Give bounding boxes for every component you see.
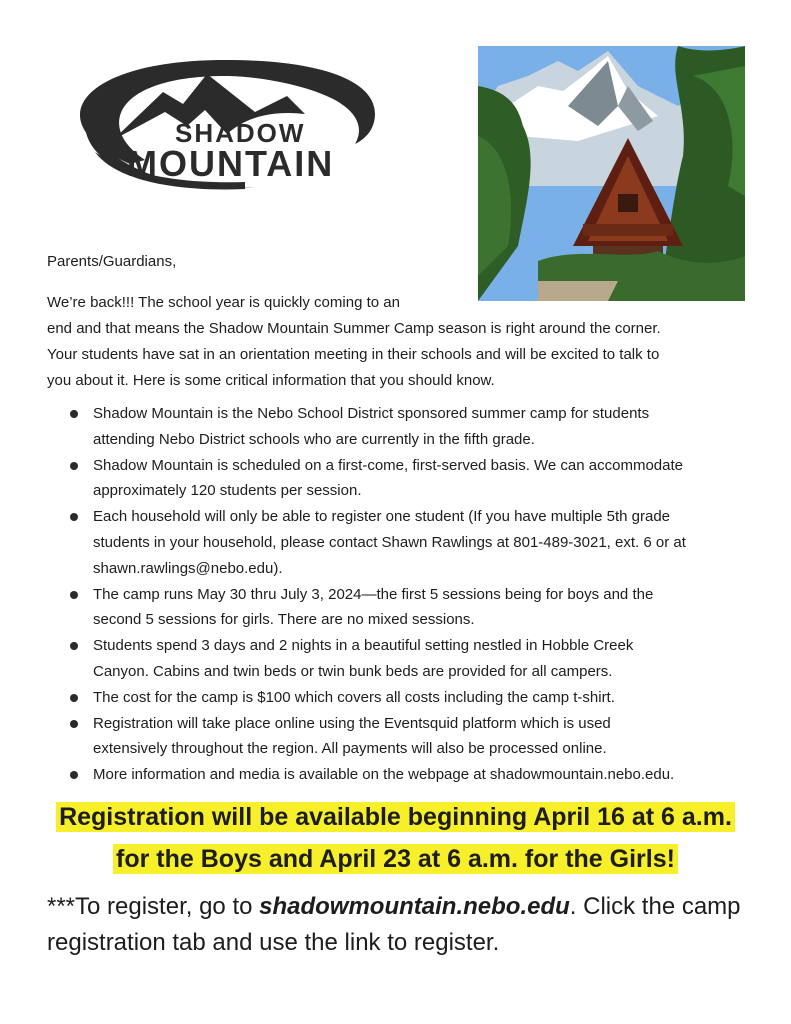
intro-line: end and that means the Shadow Mountain Summer Camp season is right around the corner. [47,320,661,337]
bullet-item: Shadow Mountain is scheduled on a first-come, first-served basis. We can accommodate approximately 120 students per session. [68,453,758,505]
logo-line1: SHADOW [175,118,306,148]
intro-first-line: We’re back!!! The school year is quickly coming to an [47,294,400,311]
intro-paragraph [47,316,762,394]
bullet-item: More information and media is available on the webpage at shadowmountain.nebo.edu. [68,762,758,788]
intro-line: Your students have sat in an orientation meeting in their schools and will be excited to talk to [47,346,660,363]
bullet-item: Shadow Mountain is the Nebo School District sponsored summer camp for students attending Nebo District schools who are currently in the fifth grade. [68,401,758,453]
intro-line: you about it. Here is some critical information that you should know. [47,372,495,389]
registration-date-highlight [0,796,791,880]
register-instructions: ***To register, go to shadowmountain.nebo.edu. Click the camp registration tab and use the link to register. [47,893,741,956]
highlight-line: for the Boys and April 23 at 6 a.m. for the Girls! [113,844,678,874]
shadow-mountain-logo [55,52,415,197]
logo-line2: MOUNTAIN [127,143,335,184]
highlight-line: Registration will be available beginning April 16 at 6 a.m. [56,802,735,832]
bullet-item: Registration will take place online using the Eventsquid platform which is used extensively throughout the region. All payments will also be processed online. [68,711,758,763]
bullet-item: The camp runs May 30 thru July 3, 2024—the first 5 sessions being for boys and the second 5 sessions for girls. There are no mixed sessions. [68,582,758,634]
greeting: Parents/Guardians, [47,253,177,270]
bullet-item: The cost for the camp is $100 which covers all costs including the camp t-shirt. [68,685,758,711]
bullet-item: Students spend 3 days and 2 nights in a beautiful setting nestled in Hobble Creek Canyon. Cabins and twin beds or twin bunk beds are provided for all campers. [68,633,758,685]
bullet-item: Each household will only be able to register one student (If you have multiple 5th grade students in your household, please contact Shawn Rawlings at 801-489-3021, ext. 6 or at shawn.rawlings@nebo.edu). [68,504,758,581]
register-url-link[interactable]: shadowmountain.nebo.edu [259,893,570,920]
a-frame-cabin-photo [478,46,745,301]
info-bullet-list [68,401,758,788]
